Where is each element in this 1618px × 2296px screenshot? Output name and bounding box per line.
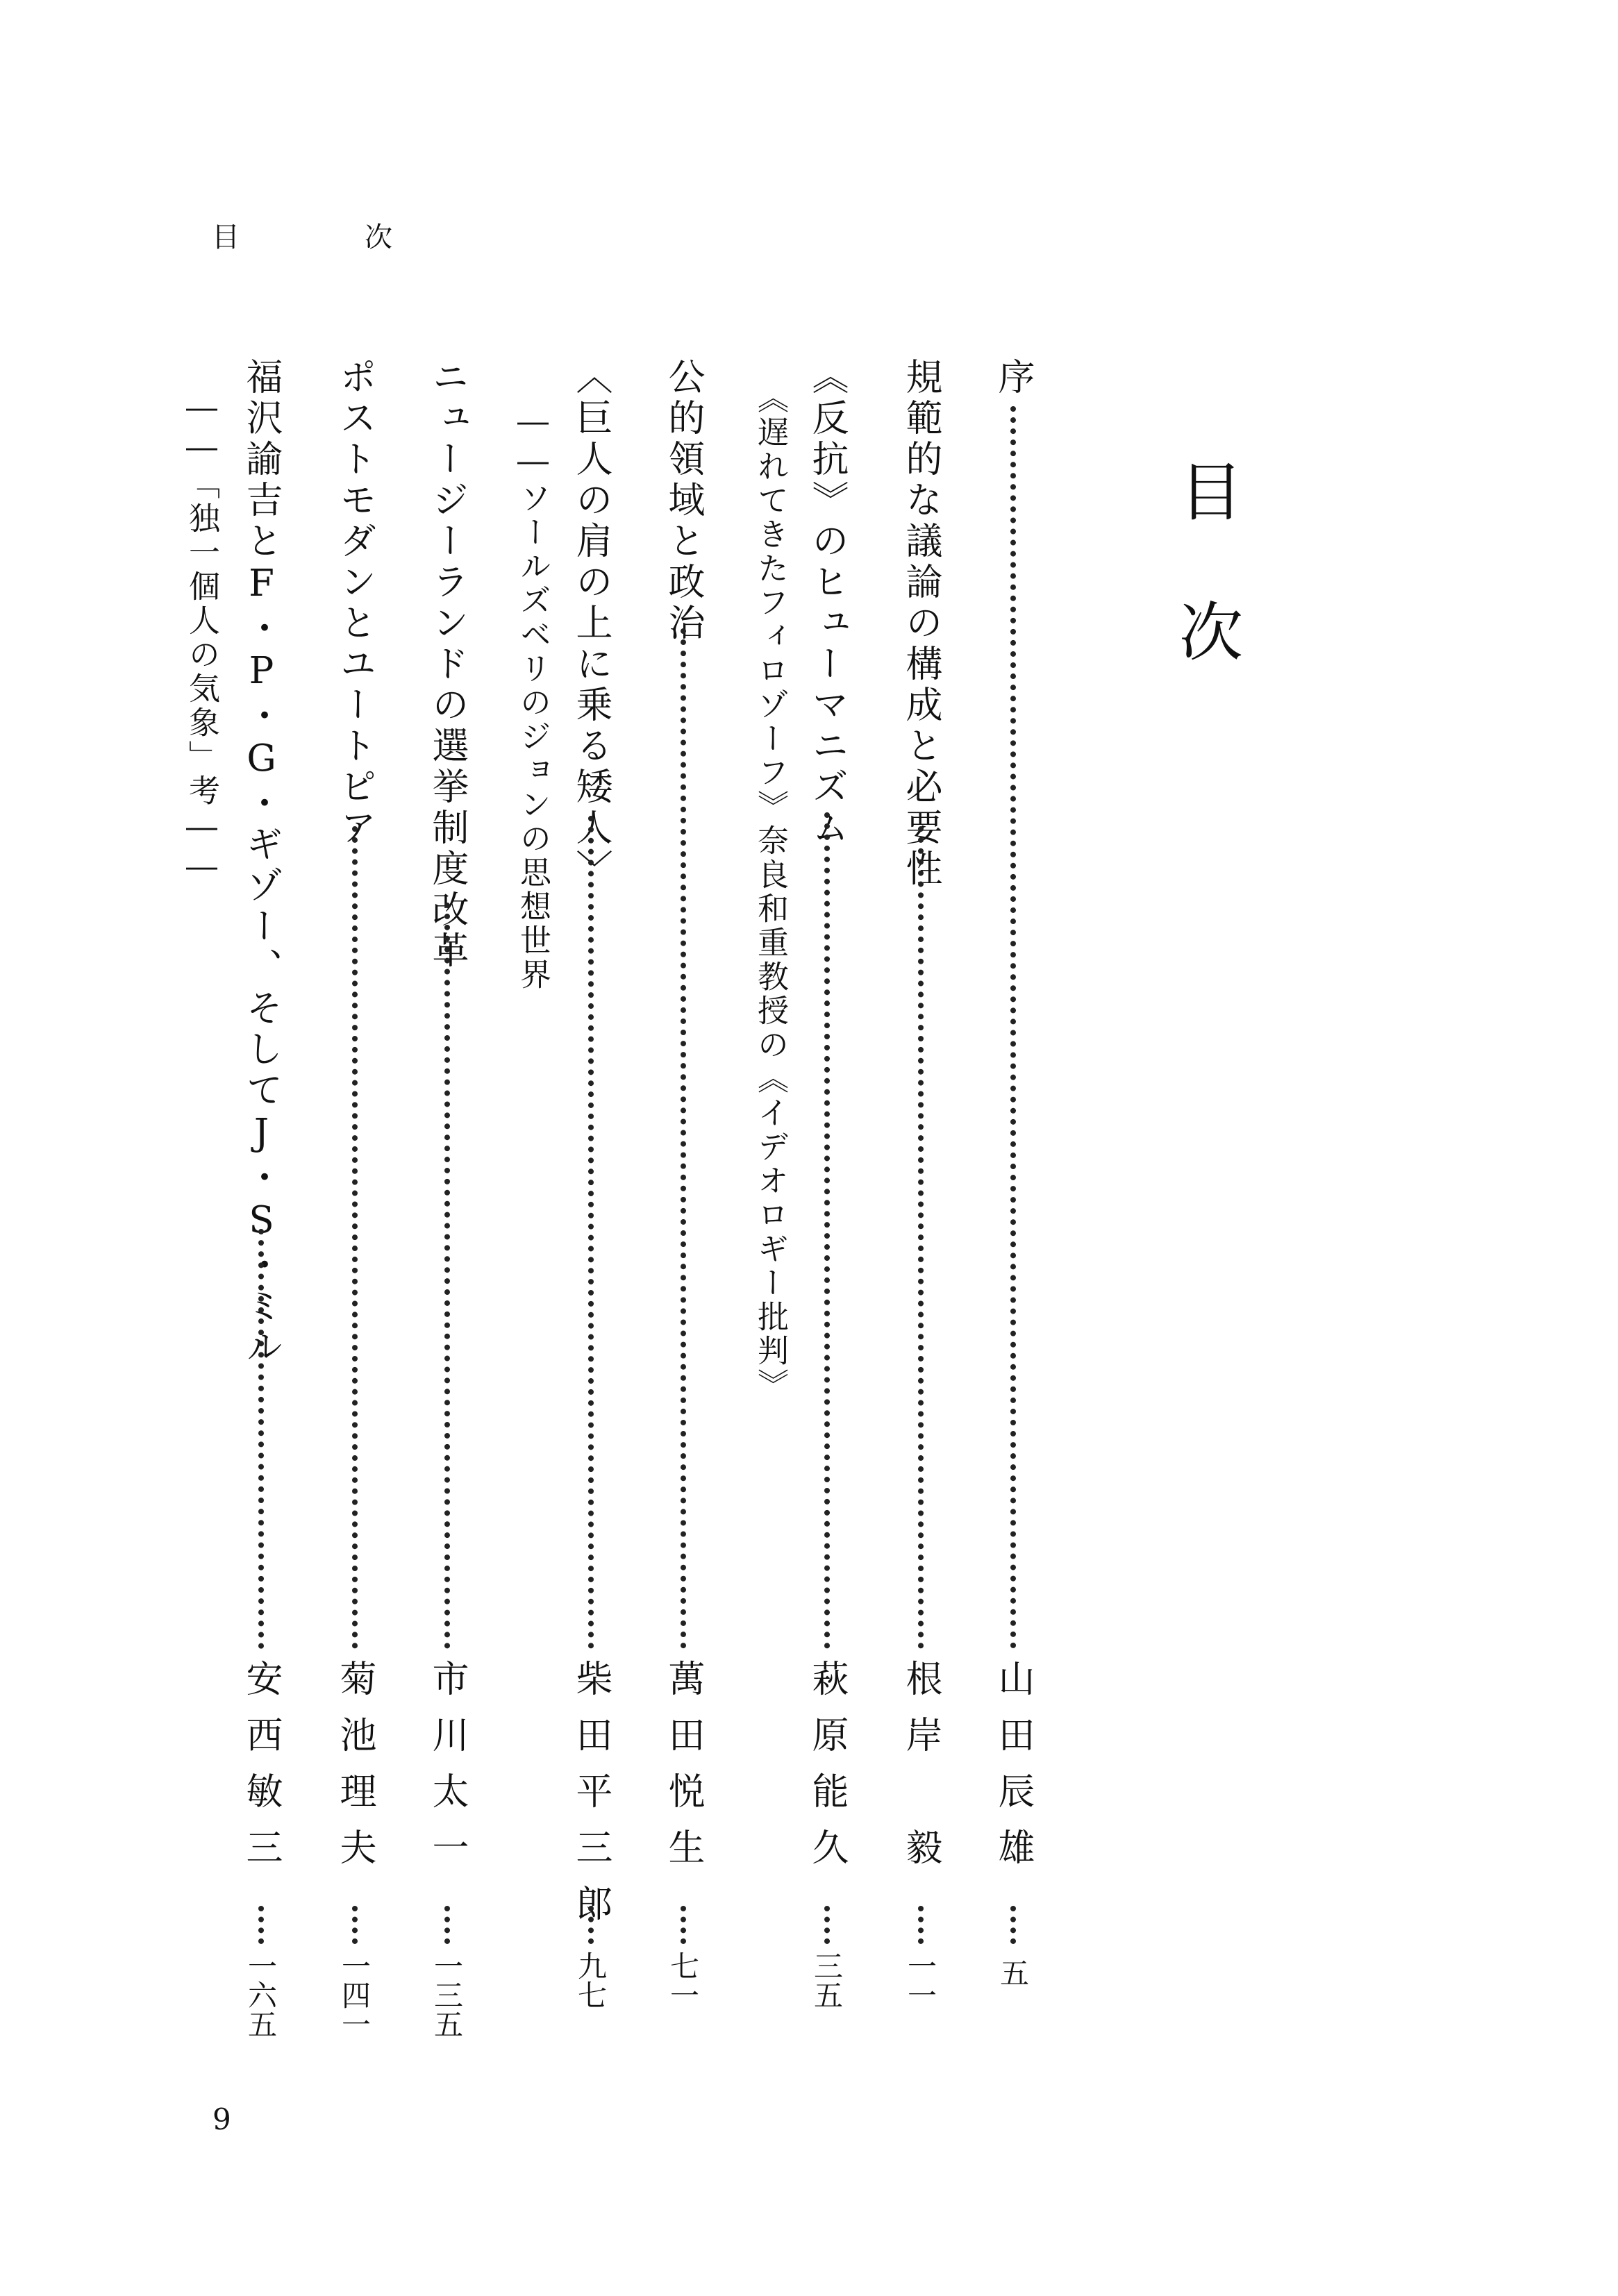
dot-leader	[681, 628, 686, 1649]
page-number: 9	[212, 2102, 231, 2136]
toc-entry-author: 根岸 毅	[900, 1659, 942, 1884]
toc-entry-page: 五	[996, 1958, 1030, 1987]
toc-entry-author: 萬田悦生	[662, 1659, 705, 1884]
toc-entry-page: 一一	[903, 1951, 937, 2009]
toc-entry-author: 市川太一	[426, 1659, 469, 1884]
dot-leader	[824, 1906, 830, 1944]
toc-entry-author: 安西敏三	[240, 1659, 283, 1884]
dot-leader	[444, 903, 450, 1649]
dot-leader	[352, 1906, 358, 1944]
dot-leader	[824, 812, 830, 1649]
dot-leader	[1010, 1906, 1016, 1944]
toc-entry-page: 一三五	[430, 1951, 464, 2038]
toc-entry-page: 一四一	[337, 1951, 372, 2038]
toc-entry-author: 菊池理夫	[334, 1659, 376, 1884]
dot-leader	[352, 826, 358, 1649]
running-header: 目 次	[212, 221, 441, 253]
toc-entry-page: 七一	[666, 1951, 700, 2009]
toc-entry-title[interactable]: 規範的な議論の構成と必要性	[900, 358, 942, 890]
dot-leader	[588, 1906, 594, 1944]
dot-leader	[681, 1906, 686, 1944]
toc-title: 目次	[1169, 458, 1243, 739]
dot-leader	[588, 816, 594, 1649]
toc-entry-title[interactable]: 序	[992, 358, 1035, 399]
toc-entry-title[interactable]: 福沢諭吉とF・P・G・ギゾー、そしてJ・S・ミル	[240, 358, 283, 1368]
toc-entry-author: 柴田平三郎	[570, 1659, 612, 1941]
dot-leader	[258, 1906, 264, 1944]
toc-entry-page: 九七	[574, 1951, 608, 2009]
toc-entry-title[interactable]: 《反抗》のヒューマニズム	[806, 358, 849, 849]
toc-entry-subtitle: 《遅れてきたフィロゾーフ》奈良和重教授の《イデオロギー批判》	[752, 382, 789, 1402]
toc-entry-page: 一六五	[244, 1951, 278, 2038]
dot-leader	[444, 1906, 450, 1944]
toc-entry-title[interactable]: 〈巨人の肩の上に乗る矮人〉	[570, 358, 612, 890]
toc-entry-subtitle: ――「独一個人の気象」考――	[183, 389, 220, 887]
dot-leader	[1010, 406, 1016, 1649]
toc-entry-title[interactable]: ポストモダンとユートピア	[334, 358, 376, 849]
toc-entry-title[interactable]: 公的領域と政治	[662, 358, 705, 644]
dot-leader	[918, 1906, 924, 1944]
toc-entry-subtitle: ――ソールズベリのジョンの思想世界	[515, 403, 551, 992]
dot-leader	[918, 826, 924, 1649]
dot-leader	[258, 1229, 264, 1649]
toc-entry-author: 萩原能久	[806, 1659, 849, 1884]
toc-entry-title[interactable]: ニュージーランドの選挙制度改革	[426, 358, 469, 972]
toc-entry-author: 山田辰雄	[992, 1659, 1035, 1884]
toc-entry-page: 三五	[810, 1951, 844, 2009]
